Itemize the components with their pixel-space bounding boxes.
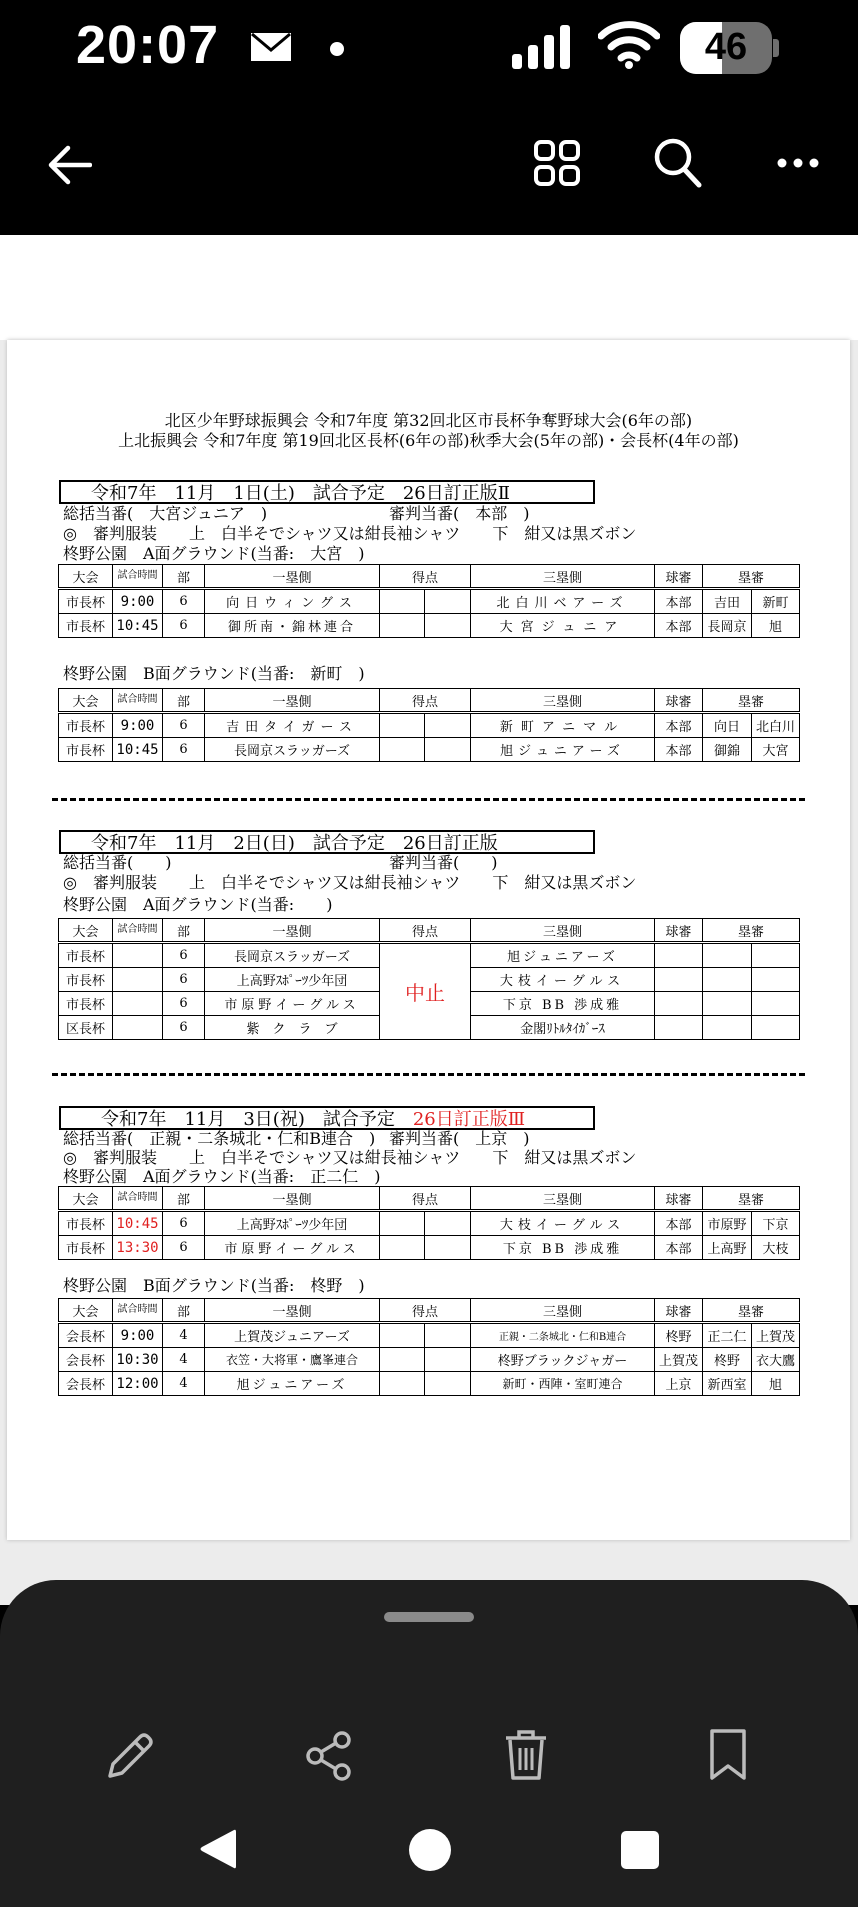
day2-ground-a: 柊野公園 A面グラウンド(当番: ) <box>63 895 333 914</box>
sheet-handle[interactable] <box>384 1612 474 1622</box>
status-bar <box>0 0 858 100</box>
table-row: 市長杯 6 市原野イーグルス 下京 BB 渉成雅 <box>59 992 800 1016</box>
revision-label: 26日訂正版Ⅲ <box>412 1109 526 1130</box>
h-score: 得点 <box>380 565 471 589</box>
table-row: 市長杯 10:45 6 御所南・錦林連合 大宮ジュニア 本部 長岡京 旭 <box>59 614 800 638</box>
back-arrow-icon[interactable] <box>46 145 92 185</box>
day2-title: 令和7年 11月 2日(日) 試合予定 26日訂正版 <box>59 830 595 854</box>
h-base-ump: 塁審 <box>703 565 800 589</box>
day1-ground-a: 柊野公園 A面グラウンド(当番: 大宮 ) <box>63 544 365 563</box>
table-row: 市長杯 9:00 6 吉田タイガース 新町アニマル 本部 向日 北白川 <box>59 713 800 738</box>
table-row: 区長杯 6 紫 ク ラ ブ 金閣ﾘﾄﾙﾀｲｶﾞｰｽ <box>59 1016 800 1040</box>
day2-dress-code: ◎ 審判服装 上 白半そでシャツ又は紺長袖シャツ 下 紺又は黒ズボン <box>63 873 637 892</box>
day2-umpire-duty: 審判当番( ) <box>389 853 498 872</box>
edit-icon[interactable] <box>104 1730 156 1782</box>
day1-umpire-duty: 審判当番( 本部 ) <box>389 504 530 523</box>
app-bar <box>0 100 858 235</box>
day2-table-a: 大会 試合時間 部 一塁側 得点 三塁側 球審 塁審 市長杯 6 長岡京スラッガーズ 中止 旭ジュニアーズ 市長杯 6 上高野ｽﾎﾟｰﾂ少年団 大枝イーグルス 市長杯 6 市原野イーグルス 下京 BB 渉成雅 区長杯 6 紫 ク ラ ブ 金閣ﾘﾄﾙﾀｲｶﾞｰｽ <box>58 918 800 1040</box>
table-row: 市長杯 6 上高野ｽﾎﾟｰﾂ少年団 大枝イーグルス <box>59 968 800 992</box>
day3-ground-a: 柊野公園 A面グラウンド(当番: 正二仁 ) <box>63 1167 381 1186</box>
h-third: 三塁側 <box>471 565 655 589</box>
grid-icon[interactable] <box>534 140 580 186</box>
battery-level: 46 <box>704 26 748 68</box>
status-time: 20:07 <box>76 15 220 75</box>
recents-nav-icon[interactable] <box>620 1830 660 1870</box>
day3-title: 令和7年 11月 3日(祝) 試合予定 26日訂正版Ⅲ <box>59 1106 595 1130</box>
table-row: 市長杯 13:30 6 市原野イーグルス 下京 BB 渉成雅 本部 上高野 大枝 <box>59 1236 800 1260</box>
cancelled-label: 中止 <box>380 943 471 1040</box>
search-icon[interactable] <box>654 138 702 188</box>
day3-table-a: 大会 試合時間 部 一塁側 得点 三塁側 球審 塁審 市長杯 10:45 6 上高野ｽﾎﾟｰﾂ少年団 大枝イーグルス 本部 市原野 下京 市長杯 13:30 6 市原野イーグルス 下京 BB 渉成雅 本部 上高野 大枝 <box>58 1186 800 1260</box>
dot-icon <box>330 42 344 56</box>
signal-icon <box>510 24 576 70</box>
doc-header-2: 上北振興会 令和7年度 第19回北区長杯(6年の部)秋季大会(5年の部)・会長杯(4年の部) <box>118 431 739 450</box>
day1-table-b: 大会 試合時間 部 一塁側 得点 三塁側 球審 塁審 市長杯 9:00 6 吉田タイガース 新町アニマル 本部 向日 北白川 市長杯 10:45 6 長岡京スラッガーズ 旭ジュニアーズ 本部 御錦 大宮 <box>58 688 800 762</box>
document-page <box>7 340 850 1540</box>
day1-title: 令和7年 11月 1日(土) 試合予定 26日訂正版Ⅱ <box>59 480 595 504</box>
day3-umpire-duty: 審判当番( 上京 ) <box>389 1129 530 1148</box>
table-row: 市長杯 9:00 6 向日ウィングス 北白川ベアーズ 本部 吉田 新町 <box>59 589 800 614</box>
day3-general-duty: 総括当番( 正親・二条城北・仁和B連合 ) <box>63 1129 376 1148</box>
day1-dress-code: ◎ 審判服装 上 白半そでシャツ又は紺長袖シャツ 下 紺又は黒ズボン <box>63 524 637 543</box>
day3-ground-b: 柊野公園 B面グラウンド(当番: 柊野 ) <box>63 1276 365 1295</box>
back-nav-icon[interactable] <box>196 1826 238 1872</box>
table-row: 市長杯 10:45 6 長岡京スラッガーズ 旭ジュニアーズ 本部 御錦 大宮 <box>59 738 800 762</box>
day1-table-a <box>58 564 800 638</box>
divider <box>52 1073 805 1076</box>
doc-header-1: 北区少年野球振興会 令和7年度 第32回北区市長杯争奪野球大会(6年の部) <box>164 411 693 430</box>
table-row: 会長杯 12:00 4 旭ジュニアーズ 新町・西陣・室町連合 上京 新西室 旭 <box>59 1372 800 1396</box>
h-first: 一塁側 <box>205 565 380 589</box>
delete-icon[interactable] <box>504 1728 548 1782</box>
share-icon[interactable] <box>304 1730 354 1782</box>
mail-icon <box>250 32 292 62</box>
wifi-icon <box>598 20 660 70</box>
day3-dress-code: ◎ 審判服装 上 白半そでシャツ又は紺長袖シャツ 下 紺又は黒ズボン <box>63 1148 637 1167</box>
h-time: 試合時間 <box>113 565 163 589</box>
day2-general-duty: 総括当番( ) <box>63 853 172 872</box>
h-tournament: 大会 <box>59 565 113 589</box>
h-div: 部 <box>163 565 205 589</box>
table-row: 市長杯 6 長岡京スラッガーズ 中止 旭ジュニアーズ <box>59 943 800 968</box>
divider <box>52 798 805 801</box>
h-plate-ump: 球審 <box>655 565 703 589</box>
table-row: 会長杯 9:00 4 上賀茂ジュニアーズ 正親・二条城北・仁和B連合 柊野 正二仁 上賀茂 <box>59 1323 800 1348</box>
day1-general-duty: 総括当番( 大宮ジュニア ) <box>63 504 268 523</box>
bookmark-icon[interactable] <box>708 1728 748 1782</box>
viewer-top-area <box>0 235 858 340</box>
day3-table-b: 大会 試合時間 部 一塁側 得点 三塁側 球審 塁審 会長杯 9:00 4 上賀茂ジュニアーズ 正親・二条城北・仁和B連合 柊野 正二仁 上賀茂 会長杯 10:30 4 衣笠・大将軍・鷹峯連合 柊野ブラックジャガー 上賀茂 柊野 衣大鷹 会長杯 12:00 4 旭ジュニアーズ 新町・西陣・室町連合 上京 新西室 旭 <box>58 1298 800 1396</box>
day1-ground-b: 柊野公園 B面グラウンド(当番: 新町 ) <box>63 664 365 683</box>
battery-icon <box>680 22 780 74</box>
table-row: 会長杯 10:30 4 衣笠・大将軍・鷹峯連合 柊野ブラックジャガー 上賀茂 柊野 衣大鷹 <box>59 1348 800 1372</box>
table-row: 市長杯 10:45 6 上高野ｽﾎﾟｰﾂ少年団 大枝イーグルス 本部 市原野 下京 <box>59 1211 800 1236</box>
home-nav-icon[interactable] <box>408 1828 452 1872</box>
more-icon[interactable] <box>776 156 820 170</box>
